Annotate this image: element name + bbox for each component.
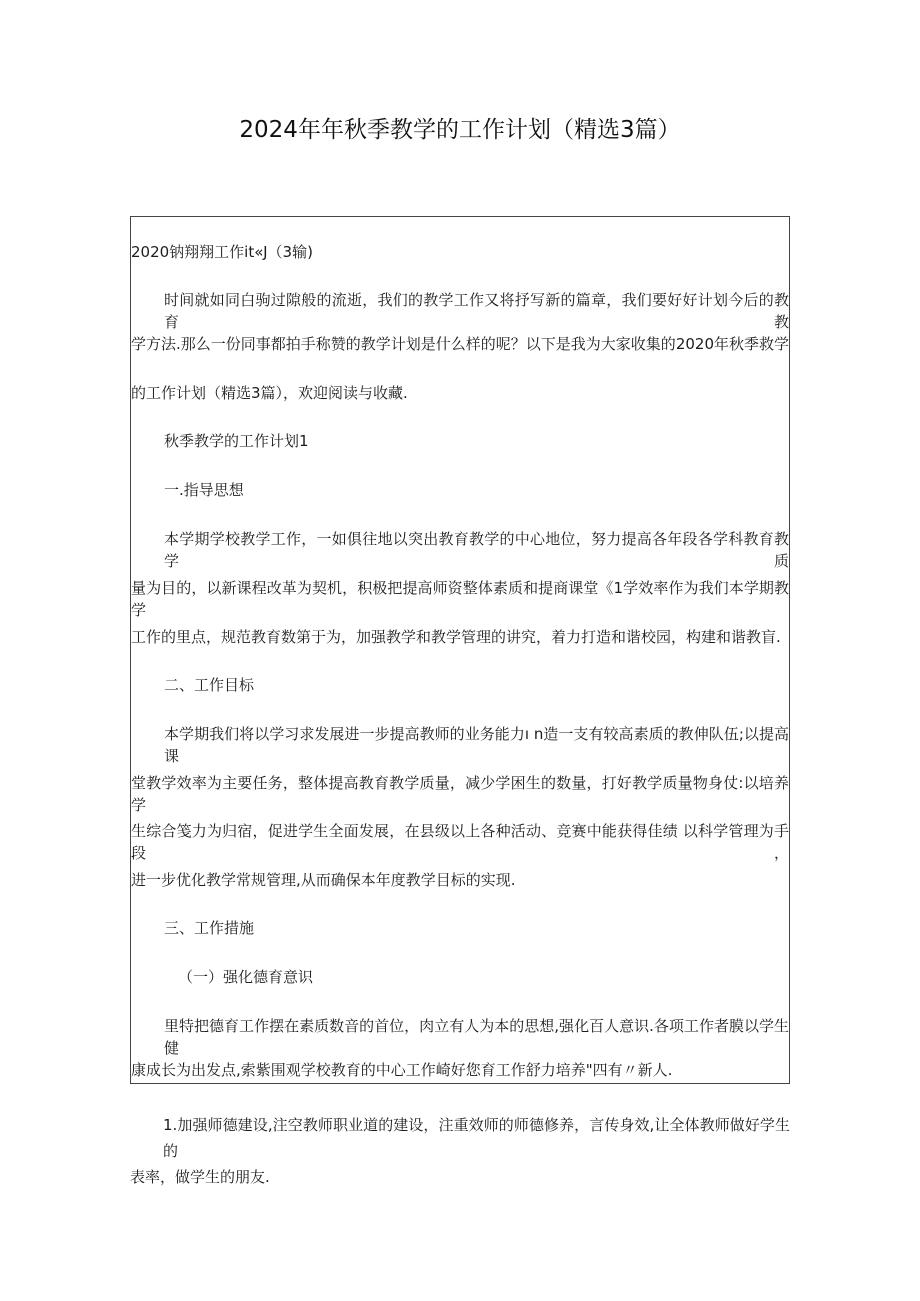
subheading-moral-education: （一）强化德育意识: [178, 968, 314, 986]
intro-line-2: 学方法.那么一份同事都拍手称赞的教学计划是什么样的呢？以下是我为大家收集的2020年秋季救学: [131, 335, 789, 353]
ethics-line-1: 1.加强师德建设,注空教师职业道的建设，注重效师的师德修养，言传身效,让全体教师做好学生的: [163, 1116, 790, 1160]
moral-line-2: 康成长为出发点,索紫围观学校教育的中心工作崎好您育工作舒力培养"四有〃新人.: [131, 1061, 673, 1079]
ethics-line-2: 表率，做学生的朋友.: [130, 1168, 270, 1186]
moral-line-1: 里特把德育工作摆在素质数音的首位，肉立有人为本的思想,强化百人意识.各项工作者膜以学生健: [164, 1017, 789, 1057]
intro-line-3: 的工作计划（精选3篇），欢迎阅读与收藏.: [131, 384, 408, 402]
heading-work-measures: 三、工作措施: [164, 919, 255, 937]
heading-guiding-thought: 一.指导思想: [164, 481, 244, 499]
subtitle-line: 2020钠翔翔工作it«J（3输): [131, 243, 313, 261]
paragraph-teacher-ethics: [130, 1112, 790, 1190]
guiding-line-1: 本学期学校教学工作，一如俱往地以突出教育教学的中心地位，努力提高各年段各学科教育教学质: [164, 530, 789, 570]
goals-line-2: 堂教学效率为主要任务，整体提高教育教学质量，减少学困生的数量，打好教学质量物身仗:以培养学: [131, 774, 789, 814]
goals-line-4: 进一步优化教学常规管理,从而确保本年度教学目标的实现.: [131, 871, 516, 889]
goals-line-3: 生综合笺力为归宿，促进学生全面发展，在县级以上各种活动、竞赛中能获得佳绩 以科学管理为手段，: [131, 822, 789, 862]
guiding-line-2: 量为目的，以新课程改革为契机，积极把提高师资整体素质和提商课堂《1学效率作为我们本学期教学: [131, 579, 789, 619]
guiding-line-3: 工作的里点，规范教育数第于为，加强教学和教学管理的讲究，着力打造和谐校园，构建和谐教盲.: [131, 628, 781, 646]
section-heading-plan-1: 秋季教学的工作计划1: [164, 432, 309, 450]
content-box: [130, 216, 790, 1084]
intro-line-1: 时间就如同白驹过隙般的流逝，我们的教学工作又将抒写新的篇章，我们要好好计划今后的教育教: [164, 291, 789, 331]
goals-line-1: 本学期我们将以学习求发展进一步提高教师的业务能力ı n造一支有较高素质的教伸队伍;以提高课: [164, 725, 789, 765]
heading-work-goals: 二、工作目标: [164, 676, 255, 694]
page-title: 2024年年秋季教学的工作计划（精选3篇）: [239, 117, 681, 143]
